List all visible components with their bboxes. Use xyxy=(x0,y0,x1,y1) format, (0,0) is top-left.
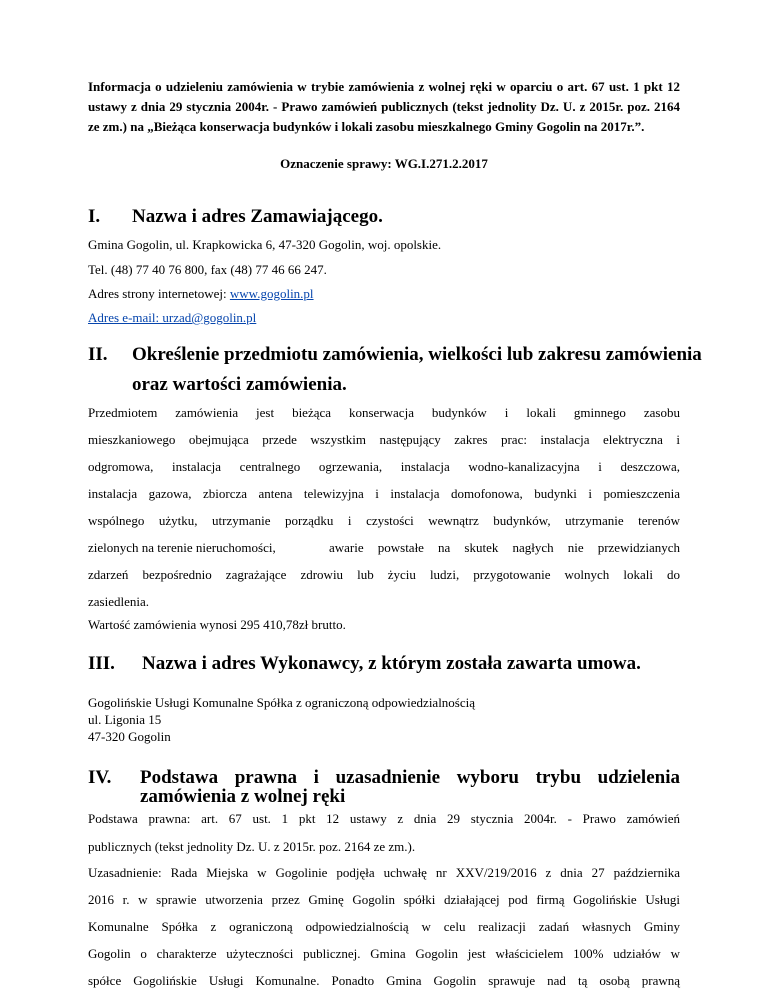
contractor-city: 47-320 Gogolin xyxy=(88,729,171,744)
s2-line-split xyxy=(88,540,680,556)
section-3-title: Nazwa i adres Wykonawcy, z którym została zawarta umowa. xyxy=(142,653,641,674)
s2-line: zdarzeń bezpośrednio zagrażające zdrowiu lub życiu ludzi, przygotowanie wolnych lokali do xyxy=(88,567,680,582)
s2-line: zasiedlenia. xyxy=(88,594,149,609)
s4-line: publicznych (tekst jednolity Dz. U. z 2015r. poz. 2164 ze zm.). xyxy=(88,839,416,854)
intro-paragraph: Informacja o udzieleniu zamówienia w trybie zamówienia z wolnej ręki w oparciu o art. 67 ust. 1 pkt 12 ustawy z dnia 29 stycznia 2004r. - Prawo zamówień publicznych (tekst jednolity Dz. U. z 2015r. poz. 2164 ze zm.) na „Bieżąca konserwacja budynków i lokali zasobu mieszkalnego Gminy Gogolin na 2017r.”. xyxy=(88,79,680,134)
s2-line: wspólnego użytku, utrzymanie porządku i czystości wewnątrz budynków, utrzymanie terenów xyxy=(88,513,680,528)
s4-line: Podstawa prawna: art. 67 ust. 1 pkt 12 ustawy z dnia 29 stycznia 2004r. - Prawo zamówień xyxy=(88,811,680,826)
section-4-title-line1: Podstawa prawna i uzasadnienie wyboru trybu udzielenia xyxy=(140,767,680,788)
section-2-title-line1: Określenie przedmiotu zamówienia, wielkości lub zakresu zamówienia xyxy=(132,344,702,365)
case-reference: Oznaczenie sprawy: WG.I.271.2.2017 xyxy=(280,156,488,171)
zamawiajacy-phone: Tel. (48) 77 40 76 800, fax (48) 77 46 66 247. xyxy=(88,262,327,277)
s2-line: instalacja gazowa, zbiorcza antena telewizyjna i instalacja domofonowa, budynki i pomieszczenia xyxy=(88,486,680,501)
email-link[interactable]: Adres e-mail: urzad@gogolin.pl xyxy=(88,310,257,325)
s2-line: mieszkaniowego obejmująca przede wszystkim następujący zakres prac: instalacja elektryczna i xyxy=(88,432,680,447)
order-value: Wartość zamówienia wynosi 295 410,78zł brutto. xyxy=(88,617,346,632)
s4-line: Komunalne Spółka z ograniczoną odpowiedzialnością w celu realizacji zadań własnych Gminy xyxy=(88,919,680,934)
section-4-number: IV. xyxy=(88,767,112,788)
contractor-name: Gogolińskie Usługi Komunalne Spółka z ograniczoną odpowiedzialnością xyxy=(88,695,476,710)
contractor-street: ul. Ligonia 15 xyxy=(88,712,162,727)
s4-line: spółce Gogolińskie Usługi Komunalne. Ponadto Gmina Gogolin sprawuje nad tą osobą prawną xyxy=(88,973,680,988)
section-1-number: I. xyxy=(88,206,101,227)
s4-line: Uzasadnienie: Rada Miejska w Gogolinie podjęła uchwałę nr XXV/219/2016 z dnia 27 października xyxy=(88,865,680,880)
section-1-title: Nazwa i adres Zamawiającego. xyxy=(132,206,383,227)
section-4-title-line2: zamówienia z wolnej ręki xyxy=(140,786,346,807)
section-2-number: II. xyxy=(88,344,108,365)
zamawiajacy-address: Gmina Gogolin, ul. Krapkowicka 6, 47-320 Gogolin, woj. opolskie. xyxy=(88,237,442,252)
website-line xyxy=(88,286,680,302)
website-label: Adres strony internetowej: xyxy=(88,286,230,301)
website-link[interactable]: www.gogolin.pl xyxy=(229,286,314,301)
section-3-number: III. xyxy=(88,653,115,674)
section-2-title-line2: oraz wartości zamówienia. xyxy=(132,374,347,395)
s4-line: Gogolin o charakterze użyteczności publicznej. Gmina Gogolin jest właścicielem 100% udziałów w xyxy=(88,946,680,961)
s2-line-part-b: awarie powstałe na skutek nagłych nie przewidzianych xyxy=(329,540,680,555)
s2-line-part-a: zielonych na terenie nieruchomości, xyxy=(88,540,276,555)
s2-line: odgromowa, instalacja centralnego ogrzewania, instalacja wodno-kanalizacyjna i deszczowa, xyxy=(88,459,680,474)
s4-line: 2016 r. w sprawie utworzenia przez Gminę Gogolin spółki działającej pod firmą Gogolińskie Usługi xyxy=(88,892,680,907)
s2-line: Przedmiotem zamówienia jest bieżąca konserwacja budynków i lokali gminnego zasobu xyxy=(88,405,680,420)
email-line xyxy=(88,310,680,326)
